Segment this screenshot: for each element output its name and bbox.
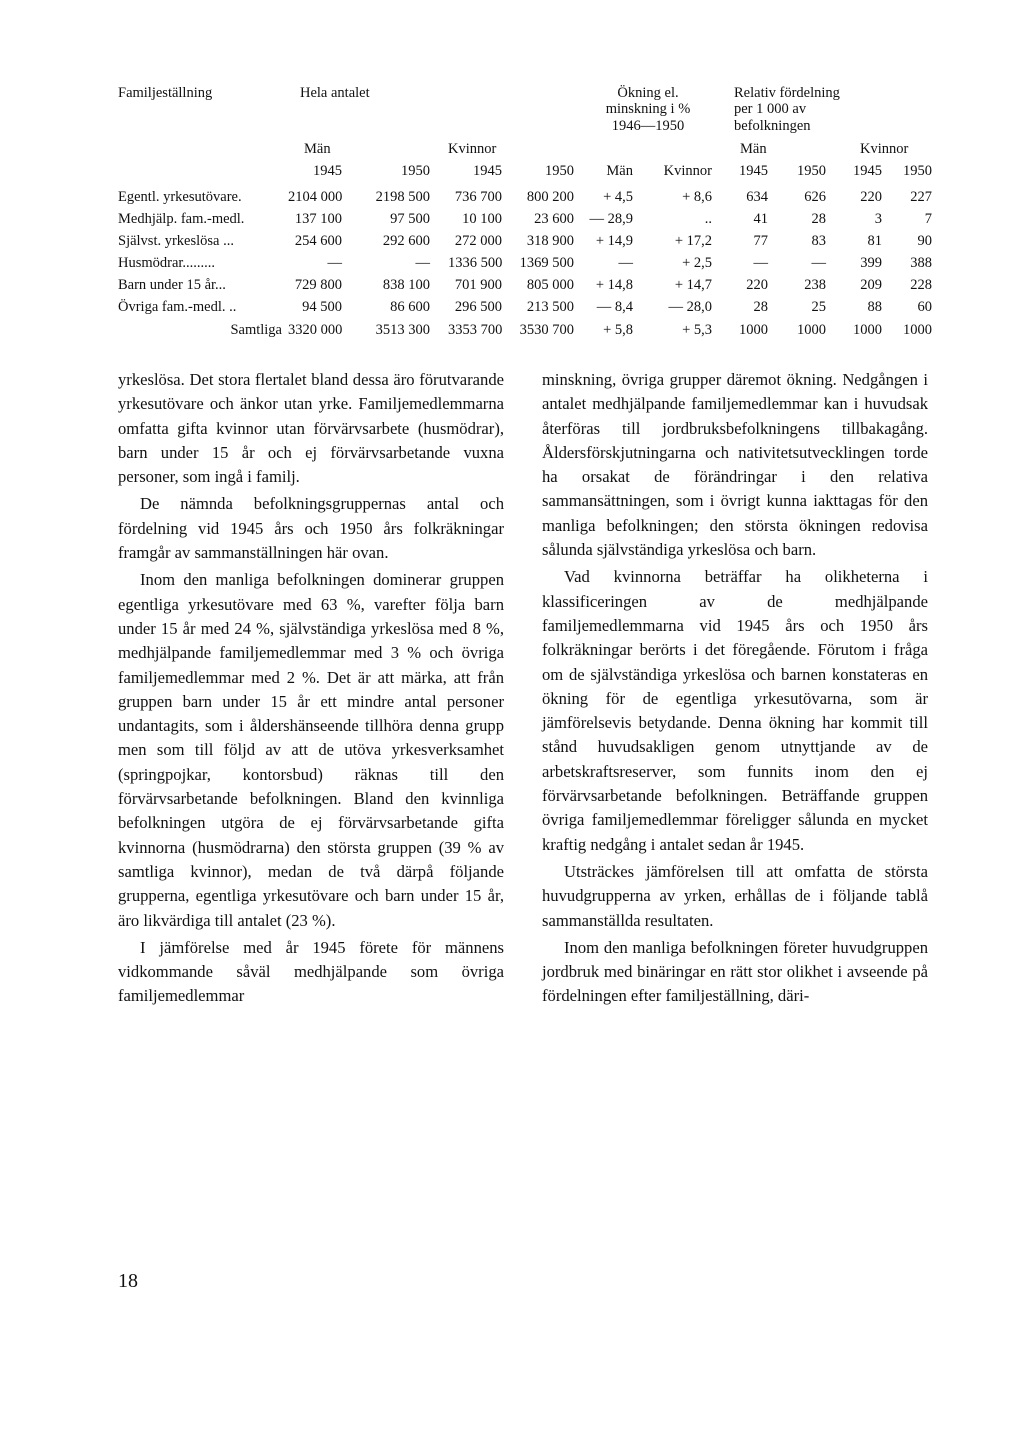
row-label: Övriga fam.-medl. .. bbox=[118, 299, 237, 315]
row-label: Självst. yrkeslösa ... bbox=[118, 233, 234, 249]
change-header-3: 1946—1950 bbox=[611, 118, 685, 134]
paragraph: yrkeslösa. Det stora flertalet bland dessa äro förutvarande yrkesutövare och änkor utan yrke. Familjemedlemmarna omfatta gifta kvinnor utan förvärvsarbete (husmödrar), barn under 15 år och ej förvärvsarbetande vuxna personer, som ingå i familj. bbox=[118, 370, 504, 487]
table-row bbox=[118, 233, 948, 253]
men-subheader: Män bbox=[606, 163, 633, 179]
cell: 28 bbox=[811, 211, 826, 227]
paragraph: Inom den manliga befolkningen dominerar gruppen egentliga yrkesutövare med 63 %, varefter följa barn under 15 år med 24 %, självständiga yrkeslösa med 8 %, medhjälpande familjemedlemmar med 3 % och övriga familjemedlemmar med 2 %. Det är att märka, att från gruppen barn under 15 år ett mindre antal personer undantagits, som i åldershänseende tillhöra denna grupp men som till följd av att de utöva yrkesverksamhet (springpojkar, kontorsbud) räknas till den förvärvsarbetande befolkningen. Bland den kvinnliga befolkningen utgöra de ej förvärvsarbetande gifta kvinnorna (husmödrarna) den största gruppen (39 % av samtliga kvinnor), medan de två därpå följande grupperna, egentliga yrkesutövare och barn under 15 år, äro likvärdiga till antalet (23 %). bbox=[118, 570, 504, 930]
cell: 800 200 bbox=[526, 189, 574, 205]
cell: 77 bbox=[753, 233, 768, 249]
cell: 41 bbox=[753, 211, 768, 227]
cell: 729 800 bbox=[294, 277, 342, 293]
paragraph: Inom den manliga befolkningen företer huvudgruppen jordbruk med binäringar en rätt stor olikhet i avseende på fördelningen efter familjeställning, däri- bbox=[542, 937, 928, 1006]
cell: 1000 bbox=[853, 322, 882, 338]
cell: 399 bbox=[860, 255, 882, 271]
cell: 736 700 bbox=[454, 189, 502, 205]
year-header: 1950 bbox=[401, 163, 430, 179]
row-label: Barn under 15 år... bbox=[118, 277, 226, 293]
relative-header-1: Relativ fördelning bbox=[734, 85, 840, 101]
row-label: Egentl. yrkesutövare. bbox=[118, 189, 242, 205]
cell: 227 bbox=[910, 189, 932, 205]
cell: 137 100 bbox=[294, 211, 342, 227]
cell: 3320 000 bbox=[288, 322, 343, 338]
paragraph: minskning, övriga grupper däremot ökning. Nedgången i antalet medhjälpande familjemedlemmar kan i huvudsak återföras till jordbruksbefolkningens tillbakagång. Åldersförskjutningarna och nativitetsutvecklingen torde ha orsakat de förändringar i den relativa sammansättningen, som i övrigt kunna iakttagas för den manliga befolkningen; den största ökningen redovisa sålunda självständiga yrkeslösa och barn. bbox=[542, 370, 928, 560]
cell: 81 bbox=[867, 233, 882, 249]
year-header-row bbox=[118, 163, 948, 183]
table-total-row bbox=[118, 322, 948, 342]
relative-header-3: befolkningen bbox=[734, 118, 811, 134]
cell: — bbox=[753, 255, 768, 271]
cell: 3530 700 bbox=[519, 322, 574, 338]
cell: — bbox=[811, 255, 826, 271]
cell: 238 bbox=[804, 277, 826, 293]
cell: — bbox=[415, 255, 430, 271]
year-header: 1950 bbox=[903, 163, 932, 179]
cell: 228 bbox=[910, 277, 932, 293]
cell: 3 bbox=[874, 211, 882, 227]
left-text-column bbox=[118, 368, 504, 1009]
row-label: Samtliga bbox=[230, 322, 282, 338]
women-subheader: Kvinnor bbox=[663, 163, 712, 179]
cell: — bbox=[327, 255, 342, 271]
cell: 2104 000 bbox=[288, 189, 343, 205]
men-header: Män bbox=[304, 141, 331, 157]
year-header: 1950 bbox=[545, 163, 574, 179]
table-row bbox=[118, 189, 948, 209]
cell: 1336 500 bbox=[448, 255, 503, 271]
cell: .. bbox=[704, 211, 712, 227]
cell: 220 bbox=[746, 277, 768, 293]
col-label-header: Familjeställning bbox=[118, 85, 213, 101]
cell: 86 600 bbox=[390, 299, 430, 315]
cell: 1000 bbox=[739, 322, 768, 338]
cell: — 8,4 bbox=[596, 299, 633, 315]
cell: 3353 700 bbox=[448, 322, 503, 338]
men-header-relative: Män bbox=[740, 141, 767, 157]
cell: 805 000 bbox=[526, 277, 574, 293]
cell: 272 000 bbox=[454, 233, 502, 249]
right-text-column bbox=[542, 368, 928, 1009]
paragraph: Vad kvinnorna beträffar ha olikheterna i klassificeringen av de medhjälpande familjemedlemmarna vid 1945 års och 1950 års folkräkningar berörts i det föregående. Förutom i fråga om de självständiga yrkeslösa och barnen konstateras en ökning för de egentliga yrkesutövarna, som är jämförelsevis betydande. Denna ökning har kommit till stånd huvudsakligen genom utnyttjande av de arbetskraftsreserver, som funnits inom den ej förvärvsarbetande befolkningen. Beträffande gruppen övriga familjemedlemmar föreligger sålunda en mycket kraftig nedgång i antalet sedan år 1945. bbox=[542, 567, 928, 854]
women-header: Kvinnor bbox=[448, 141, 497, 157]
year-header: 1950 bbox=[797, 163, 826, 179]
cell: 10 100 bbox=[462, 211, 502, 227]
year-header: 1945 bbox=[473, 163, 502, 179]
cell: 28 bbox=[753, 299, 768, 315]
paragraph: De nämnda befolkningsgruppernas antal och fördelning vid 1945 års och 1950 års folkräkningar framgår av sammanställningen här ovan. bbox=[118, 494, 504, 563]
cell: 97 500 bbox=[390, 211, 430, 227]
cell: 254 600 bbox=[294, 233, 342, 249]
year-header: 1945 bbox=[853, 163, 882, 179]
women-header-relative: Kvinnor bbox=[860, 141, 909, 157]
cell: 83 bbox=[811, 233, 826, 249]
table-row bbox=[118, 277, 948, 297]
cell: 1369 500 bbox=[519, 255, 574, 271]
table-row bbox=[118, 299, 948, 319]
cell: 296 500 bbox=[454, 299, 502, 315]
cell: + 17,2 bbox=[674, 233, 712, 249]
cell: 701 900 bbox=[454, 277, 502, 293]
cell: 25 bbox=[811, 299, 826, 315]
table-row bbox=[118, 255, 948, 275]
cell: + 5,8 bbox=[603, 322, 633, 338]
cell: 213 500 bbox=[526, 299, 574, 315]
total-count-header: Hela antalet bbox=[300, 85, 370, 101]
row-label: Medhjälp. fam.-medl. bbox=[118, 211, 245, 227]
cell: + 14,8 bbox=[595, 277, 633, 293]
table-row bbox=[118, 211, 948, 231]
cell: 209 bbox=[860, 277, 882, 293]
cell: 94 500 bbox=[302, 299, 342, 315]
cell: + 14,9 bbox=[595, 233, 633, 249]
cell: 60 bbox=[917, 299, 932, 315]
cell: 3513 300 bbox=[375, 322, 430, 338]
year-header: 1945 bbox=[739, 163, 768, 179]
change-header-1: Ökning el. bbox=[617, 85, 679, 101]
page-number: 18 bbox=[118, 1270, 138, 1292]
relative-header-2: per 1 000 av bbox=[734, 101, 807, 117]
cell: — 28,9 bbox=[589, 211, 633, 227]
cell: + 8,6 bbox=[682, 189, 712, 205]
cell: 838 100 bbox=[382, 277, 430, 293]
cell: 292 600 bbox=[382, 233, 430, 249]
cell: — bbox=[618, 255, 633, 271]
cell: 2198 500 bbox=[375, 189, 430, 205]
cell: + 5,3 bbox=[682, 322, 712, 338]
cell: 626 bbox=[804, 189, 826, 205]
cell: + 14,7 bbox=[674, 277, 712, 293]
cell: — 28,0 bbox=[668, 299, 712, 315]
cell: 88 bbox=[867, 299, 882, 315]
cell: 23 600 bbox=[534, 211, 574, 227]
cell: 388 bbox=[910, 255, 932, 271]
cell: 634 bbox=[746, 189, 768, 205]
cell: + 4,5 bbox=[603, 189, 633, 205]
change-header-2: minskning i % bbox=[605, 101, 691, 117]
cell: 318 900 bbox=[526, 233, 574, 249]
cell: 90 bbox=[917, 233, 932, 249]
row-label: Husmödrar......... bbox=[118, 255, 216, 271]
cell: 1000 bbox=[797, 322, 826, 338]
year-header: 1945 bbox=[313, 163, 342, 179]
cell: 1000 bbox=[903, 322, 932, 338]
cell: + 2,5 bbox=[682, 255, 712, 271]
paragraph: Utsträckes jämförelsen till att omfatta de största huvudgrupperna av yrken, erhållas de i följande tablå sammanställda resultaten. bbox=[542, 861, 928, 930]
cell: 220 bbox=[860, 189, 882, 205]
cell: 7 bbox=[924, 211, 932, 227]
paragraph: I jämförelse med år 1945 förete för männens vidkommande såväl medhjälpande som övriga familjemedlemmar bbox=[118, 937, 504, 1006]
